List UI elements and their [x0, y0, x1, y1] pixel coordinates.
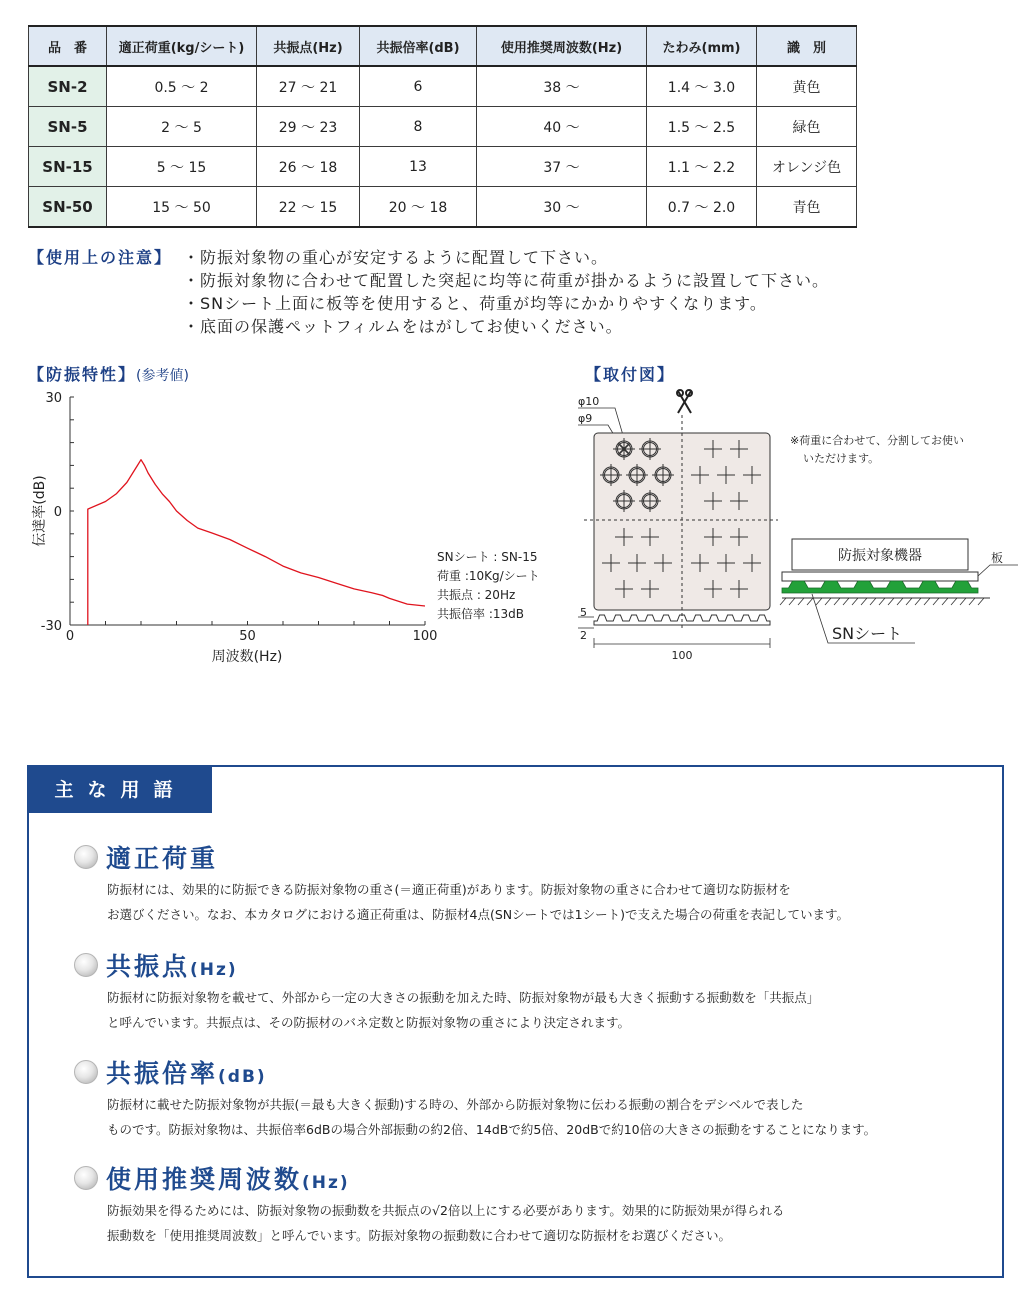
- term-line: お選びください。なお、本カタログにおける適正荷重は、防振材4点(SNシートでは1シート)で支えた場合の荷重を表記しています。: [107, 907, 849, 922]
- y-tick-label: -30: [40, 619, 62, 634]
- term-name-text: 共振点: [106, 952, 191, 981]
- cell-deflection: 1.4 ～ 3.0: [647, 66, 757, 107]
- hatch-line: [960, 598, 966, 605]
- term-title: [74, 839, 994, 875]
- x-tick-label: 50: [239, 629, 256, 644]
- legend-line: 荷重 :10Kg/シート: [437, 569, 540, 583]
- header-resonance-point: 共振点(Hz): [257, 26, 360, 66]
- cell-load: 0.5 ～ 2: [107, 66, 257, 107]
- board-plate: [782, 572, 978, 581]
- hatch-line: [816, 598, 822, 605]
- table-header-row: [29, 26, 857, 66]
- cell-deflection: 1.5 ～ 2.5: [647, 107, 757, 147]
- cell-recommended-frequency: 38 ～: [477, 66, 647, 107]
- hatch-line: [888, 598, 894, 605]
- note-item: ・防振対象物に合わせて配置した突起に均等に荷重が掛かるように設置して下さい。: [183, 271, 830, 290]
- term-name: [106, 947, 238, 983]
- header-identification: 識 別: [757, 26, 857, 66]
- term-name: [106, 839, 218, 875]
- term-line: 防振材に載せた防振対象物が共振(＝最も大きく振動)する時の、外部から防振対象物に伝わる振動の割合をデシベルで表した: [107, 1097, 804, 1112]
- hatch-line: [942, 598, 948, 605]
- legend-line: 共振点 : 20Hz: [437, 588, 516, 602]
- dim-100-label: 100: [671, 649, 693, 662]
- term-body: [107, 1092, 994, 1142]
- chart-legend: [437, 548, 540, 624]
- hatch-line: [933, 598, 939, 605]
- spec-table: [28, 25, 857, 228]
- hatch-line: [852, 598, 858, 605]
- term-line: 振動数を「使用推奨周波数」と呼んでいます。防振対象物の振動数に合わせて適切な防振材をお選びください。: [107, 1228, 732, 1243]
- term-line: 防振効果を得るためには、防振対象物の振動数を共振点の√2倍以上にする必要があります。効果的に防振効果が得られる: [107, 1203, 785, 1218]
- notes-list: [183, 246, 829, 338]
- bullet-icon: [74, 953, 98, 977]
- term-appropriate-load: [74, 839, 994, 927]
- table-row: [29, 66, 857, 107]
- cell-identification: オレンジ色: [757, 147, 857, 187]
- terms-heading: 主な用語: [29, 767, 212, 813]
- cell-recommended-frequency: 40 ～: [477, 107, 647, 147]
- cell-resonance-point: 27 ～ 21: [257, 66, 360, 107]
- phi10-label: φ10: [578, 395, 600, 408]
- term-body: [107, 985, 994, 1035]
- notes-label: 【使用上の注意】: [28, 248, 173, 267]
- dim-2-label: 2: [580, 629, 587, 642]
- hatch-line: [825, 598, 831, 605]
- mounting-diagram: [570, 385, 1025, 670]
- cell-recommended-frequency: 37 ～: [477, 147, 647, 187]
- legend-line: 共振倍率 :13dB: [437, 607, 524, 621]
- header-deflection: たわみ(mm): [647, 26, 757, 66]
- green-sn-sheet: [782, 581, 978, 593]
- note-item: ・SNシート上面に板等を使用すると、荷重が均等にかかりやすくなります。: [183, 294, 767, 313]
- header-model: 品 番: [29, 26, 107, 66]
- cell-resonance-ratio: 8: [360, 107, 477, 147]
- x-tick-label: 0: [65, 629, 75, 644]
- cell-resonance-ratio: 6: [360, 66, 477, 107]
- hatch-line: [924, 598, 930, 605]
- header-resonance-ratio: 共振倍率(dB): [360, 26, 477, 66]
- chart-axes: [70, 397, 425, 625]
- cell-resonance-point: 29 ～ 23: [257, 107, 360, 147]
- term-unit: (Hz): [190, 960, 238, 980]
- term-line: ものです。防振対象物は、共振倍率6dBの場合外部振動の約2倍、14dBで約5倍、20dBで約10倍の大きさの振動をすることになります。: [107, 1122, 877, 1137]
- mount-note-line: いただけます。: [803, 452, 880, 465]
- hatch-line: [951, 598, 957, 605]
- legend-line: SNシート : SN-15: [437, 550, 538, 564]
- term-recommended-frequency: [74, 1160, 994, 1248]
- hatch-line: [906, 598, 912, 605]
- hatch-line: [879, 598, 885, 605]
- board-label: 板: [991, 551, 1004, 565]
- term-title: [74, 947, 994, 983]
- hatch-line: [843, 598, 849, 605]
- y-tick-label: 0: [53, 505, 62, 520]
- term-line: と呼んでいます。共振点は、その防振材のバネ定数と防振対象物の重さにより決定されます。: [107, 1015, 631, 1030]
- cell-model: SN-15: [29, 147, 107, 187]
- cell-load: 5 ～ 15: [107, 147, 257, 187]
- x-axis-label: 周波数(Hz): [211, 649, 283, 665]
- mount-note-line: ※荷重に合わせて、分割してお使い: [790, 434, 964, 447]
- hatch-line: [915, 598, 921, 605]
- hatch-line: [978, 598, 984, 605]
- bullet-icon: [74, 1166, 98, 1190]
- x-tick-label: 100: [412, 629, 438, 644]
- hatch-line: [798, 598, 804, 605]
- chart-ticks: [41, 391, 438, 644]
- cell-deflection: 0.7 ～ 2.0: [647, 187, 757, 228]
- hatch-line: [780, 598, 786, 605]
- cell-load: 2 ～ 5: [107, 107, 257, 147]
- hatch-line: [969, 598, 975, 605]
- term-body: [107, 1198, 994, 1248]
- bullet-icon: [74, 1060, 98, 1084]
- term-name: [106, 1160, 350, 1196]
- hatch-line: [861, 598, 867, 605]
- sheet-label: SNシート: [832, 624, 903, 643]
- table-row: [29, 187, 857, 228]
- term-title: [74, 1160, 994, 1196]
- y-tick-label: 30: [45, 391, 62, 406]
- terms-box: [27, 765, 1004, 1278]
- chart-heading-title: 【防振特性】: [28, 365, 137, 384]
- cell-deflection: 1.1 ～ 2.2: [647, 147, 757, 187]
- chart-heading: [28, 362, 189, 385]
- hatch-line: [789, 598, 795, 605]
- cell-resonance-ratio: 13: [360, 147, 477, 187]
- term-name-text: 共振倍率: [106, 1059, 219, 1088]
- bullet-icon: [74, 845, 98, 869]
- board-leader: [978, 565, 1018, 576]
- header-recommended-frequency: 使用推奨周波数(Hz): [477, 26, 647, 66]
- y-axis-label: 伝達率(dB): [32, 475, 48, 547]
- mount-heading-title: 【取付図】: [585, 365, 676, 384]
- term-name-text: 使用推奨周波数: [106, 1165, 303, 1194]
- cell-identification: 黄色: [757, 66, 857, 107]
- table-row: [29, 147, 857, 187]
- cell-load: 15 ～ 50: [107, 187, 257, 228]
- hatch-line: [870, 598, 876, 605]
- hatch-line: [807, 598, 813, 605]
- term-unit: (dB): [218, 1067, 267, 1087]
- term-resonance-ratio: [74, 1054, 994, 1142]
- dim-5-label: 5: [580, 606, 587, 619]
- header-load: 適正荷重(kg/シート): [107, 26, 257, 66]
- scissors-icon: [677, 390, 692, 413]
- cell-model: SN-50: [29, 187, 107, 228]
- floor-hatch: [780, 598, 984, 605]
- cell-model: SN-2: [29, 66, 107, 107]
- table-row: [29, 107, 857, 147]
- hatch-line: [834, 598, 840, 605]
- term-line: 防振材には、効果的に防振できる防振対象物の重さ(＝適正荷重)があります。防振対象物の重さに合わせて適切な防振材を: [107, 882, 791, 897]
- cell-resonance-point: 26 ～ 18: [257, 147, 360, 187]
- term-resonance-point: [74, 947, 994, 1035]
- mount-heading: [585, 362, 675, 385]
- hatch-line: [897, 598, 903, 605]
- cell-resonance-ratio: 20 ～ 18: [360, 187, 477, 228]
- term-line: 防振材に防振対象物を載せて、外部から一定の大きさの振動を加えた時、防振対象物が最も大きく振動する振動数を「共振点」: [107, 990, 820, 1005]
- series-line-sn-15: [88, 460, 425, 625]
- cell-resonance-point: 22 ～ 15: [257, 187, 360, 228]
- cell-model: SN-5: [29, 107, 107, 147]
- transmissibility-chart: [28, 385, 438, 670]
- note-item: ・防振対象物の重心が安定するように配置して下さい。: [183, 248, 609, 267]
- note-item: ・底面の保護ペットフィルムをはがしてお使いください。: [183, 317, 623, 336]
- cell-recommended-frequency: 30 ～: [477, 187, 647, 228]
- phi9-label: φ9: [578, 412, 593, 425]
- term-body: [107, 877, 994, 927]
- term-unit: (Hz): [302, 1173, 350, 1193]
- term-name: [106, 1054, 267, 1090]
- chart-heading-subtitle: (参考値): [136, 368, 189, 384]
- mount-note: [790, 432, 964, 468]
- term-title: [74, 1054, 994, 1090]
- device-label: 防振対象機器: [838, 548, 922, 564]
- term-name-text: 適正荷重: [106, 844, 219, 873]
- cell-identification: 青色: [757, 187, 857, 228]
- chart-series: [88, 460, 425, 625]
- cell-identification: 緑色: [757, 107, 857, 147]
